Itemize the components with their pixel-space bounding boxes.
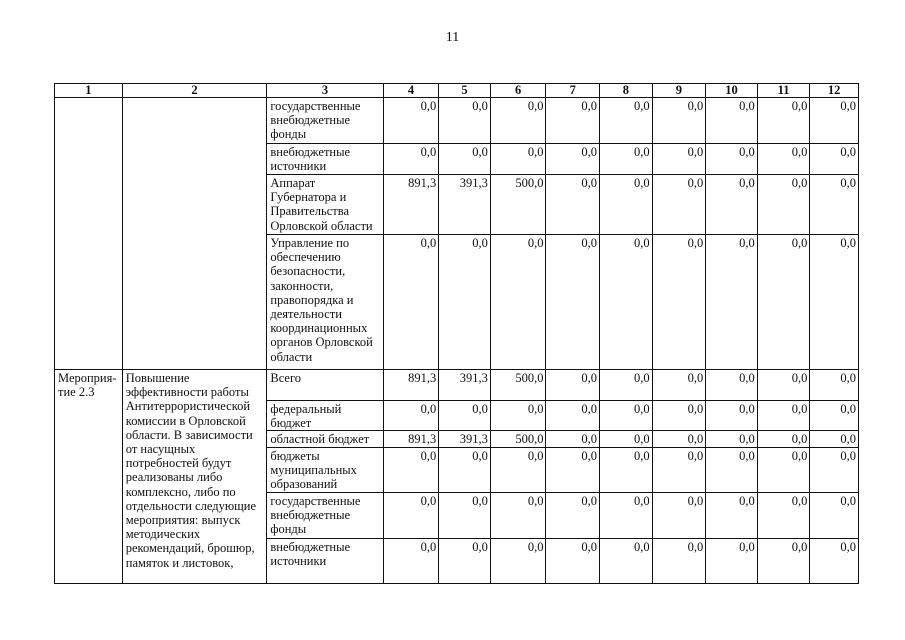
value-cell: 0,0 [652,144,706,175]
measure-code: Мероприя-тие 2.3 [55,370,123,584]
value-cell: 0,0 [810,538,859,583]
value-cell: 0,0 [757,370,810,401]
column-header: 4 [383,84,439,98]
value-cell: 0,0 [439,144,491,175]
value-cell: 0,0 [757,175,810,235]
value-cell: 0,0 [383,401,439,431]
value-cell: 0,0 [600,370,653,401]
funding-source: государственные внебюджетные фонды [267,492,383,538]
measure-description: Повышение эффективности работы Антитеррористической комиссии в Орловской области. В зависимости от насущных потребностей будут реализованы либо комплексно, либо по отдельности следующие мероприятия: выпуск методических рекомендаций, брошюр, памяток и листовок, [122,370,267,584]
value-cell: 0,0 [546,538,600,583]
value-cell: 0,0 [546,492,600,538]
value-cell: 0,0 [600,401,653,431]
value-cell: 0,0 [810,492,859,538]
value-cell: 0,0 [439,98,491,144]
funding-source: бюджеты муниципальных образований [267,447,383,492]
value-cell: 0,0 [546,144,600,175]
value-cell: 0,0 [546,235,600,370]
value-cell: 891,3 [383,370,439,401]
value-cell: 391,3 [439,370,491,401]
column-header: 9 [652,84,706,98]
value-cell: 0,0 [706,175,758,235]
value-cell: 0,0 [490,538,546,583]
value-cell: 0,0 [383,144,439,175]
value-cell: 0,0 [600,447,653,492]
column-header: 3 [267,84,383,98]
value-cell: 0,0 [439,235,491,370]
value-cell: 0,0 [706,144,758,175]
budget-table [54,83,859,584]
funding-source: областной бюджет [267,431,383,447]
value-cell: 0,0 [757,447,810,492]
column-header: 12 [810,84,859,98]
value-cell: 0,0 [383,447,439,492]
value-cell: 0,0 [546,431,600,447]
funding-source: Всего [267,370,383,401]
value-cell: 0,0 [757,431,810,447]
column-header: 11 [757,84,810,98]
value-cell: 0,0 [439,492,491,538]
value-cell: 0,0 [757,401,810,431]
value-cell: 0,0 [757,492,810,538]
value-cell: 0,0 [652,447,706,492]
value-cell: 0,0 [652,235,706,370]
value-cell: 0,0 [490,401,546,431]
value-cell: 0,0 [652,431,706,447]
value-cell: 0,0 [810,401,859,431]
value-cell: 0,0 [706,98,758,144]
value-cell: 500,0 [490,370,546,401]
value-cell: 0,0 [652,370,706,401]
value-cell: 0,0 [810,175,859,235]
value-cell: 0,0 [439,447,491,492]
value-cell: 0,0 [706,401,758,431]
value-cell: 0,0 [490,235,546,370]
value-cell: 0,0 [706,538,758,583]
value-cell: 0,0 [600,538,653,583]
measure-description-cell-empty [122,98,267,370]
value-cell: 0,0 [757,144,810,175]
funding-source: внебюджетные источники [267,144,383,175]
funding-source: федеральный бюджет [267,401,383,431]
value-cell: 0,0 [706,492,758,538]
value-cell: 0,0 [490,492,546,538]
value-cell: 0,0 [383,492,439,538]
value-cell: 0,0 [706,370,758,401]
value-cell: 0,0 [600,235,653,370]
value-cell: 0,0 [490,447,546,492]
value-cell: 0,0 [706,447,758,492]
value-cell: 0,0 [546,370,600,401]
value-cell: 891,3 [383,431,439,447]
value-cell: 0,0 [383,235,439,370]
value-cell: 0,0 [706,431,758,447]
table-row [55,98,859,144]
value-cell: 0,0 [810,447,859,492]
value-cell: 0,0 [652,175,706,235]
funding-source: Управление по обеспечению безопасности, законности, правопорядка и деятельности координационных органов Орловской области [267,235,383,370]
value-cell: 0,0 [600,175,653,235]
funding-source: Аппарат Губернатора и Правительства Орловской области [267,175,383,235]
value-cell: 391,3 [439,175,491,235]
value-cell: 0,0 [810,235,859,370]
value-cell: 0,0 [810,98,859,144]
value-cell: 500,0 [490,431,546,447]
value-cell: 0,0 [600,144,653,175]
value-cell: 0,0 [810,144,859,175]
column-header: 5 [439,84,491,98]
page-number: 11 [445,30,460,45]
value-cell: 0,0 [546,401,600,431]
value-cell: 0,0 [600,431,653,447]
value-cell: 891,3 [383,175,439,235]
value-cell: 0,0 [490,144,546,175]
value-cell: 0,0 [490,98,546,144]
value-cell: 0,0 [383,98,439,144]
column-header: 10 [706,84,758,98]
value-cell: 0,0 [706,235,758,370]
column-header: 6 [490,84,546,98]
value-cell: 500,0 [490,175,546,235]
value-cell: 0,0 [757,235,810,370]
value-cell: 0,0 [810,370,859,401]
value-cell: 0,0 [652,98,706,144]
value-cell: 0,0 [546,175,600,235]
value-cell: 0,0 [600,492,653,538]
column-header: 2 [122,84,267,98]
value-cell: 391,3 [439,431,491,447]
column-header: 1 [55,84,123,98]
value-cell: 0,0 [652,492,706,538]
funding-source: внебюджетные источники [267,538,383,583]
value-cell: 0,0 [652,401,706,431]
column-header: 7 [546,84,600,98]
value-cell: 0,0 [757,98,810,144]
value-cell: 0,0 [546,98,600,144]
value-cell: 0,0 [439,538,491,583]
value-cell: 0,0 [439,401,491,431]
measure-code-cell-empty [55,98,123,370]
value-cell: 0,0 [652,538,706,583]
table-row [55,370,859,401]
column-header: 8 [600,84,653,98]
value-cell: 0,0 [546,447,600,492]
value-cell: 0,0 [600,98,653,144]
value-cell: 0,0 [383,538,439,583]
value-cell: 0,0 [757,538,810,583]
value-cell: 0,0 [810,431,859,447]
header-row [55,84,859,98]
funding-source: государственные внебюджетные фонды [267,98,383,144]
